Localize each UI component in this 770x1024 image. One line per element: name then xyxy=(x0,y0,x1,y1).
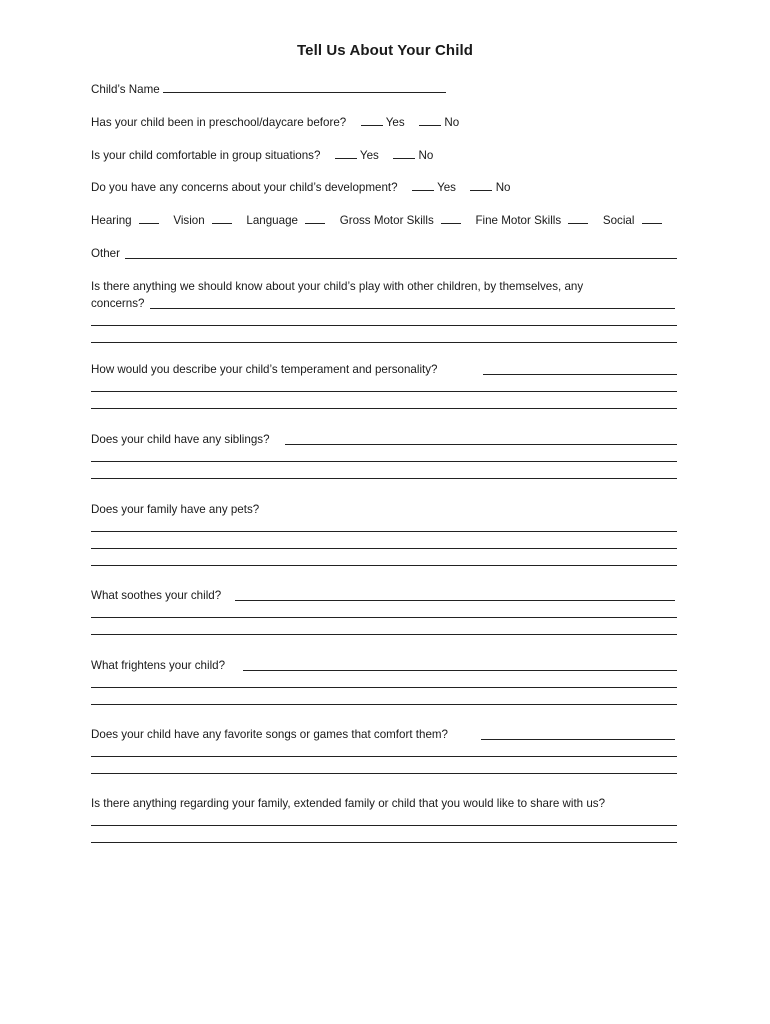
child-name-row xyxy=(91,82,677,97)
pets-answer-line-2[interactable] xyxy=(91,548,677,549)
area-gross-motor-label: Gross Motor Skills xyxy=(339,214,434,227)
development-yes-label: Yes xyxy=(437,181,456,194)
play-question-line2: concerns? xyxy=(91,297,145,310)
area-gross-motor-field[interactable] xyxy=(441,213,461,224)
area-vision-label: Vision xyxy=(173,214,205,227)
frightens-answer-line-1[interactable] xyxy=(243,670,677,671)
preschool-yes-label: Yes xyxy=(385,116,405,129)
group-yes-field[interactable] xyxy=(335,148,357,159)
siblings-answer-line-1[interactable] xyxy=(285,444,677,445)
pets-answer-line-3[interactable] xyxy=(91,565,677,566)
play-question-line1: Is there anything we should know about your child’s play with other children, by themselves, any xyxy=(91,280,584,293)
siblings-question: Does your child have any siblings? xyxy=(91,433,270,446)
siblings-answer-line-2[interactable] xyxy=(91,461,677,462)
pets-answer-line-1[interactable] xyxy=(91,531,677,532)
area-language-label: Language xyxy=(246,214,298,227)
areas-row xyxy=(91,213,677,228)
soothes-answer-line-1[interactable] xyxy=(235,600,675,601)
area-language-field[interactable] xyxy=(305,213,325,224)
preschool-no-label: No xyxy=(444,116,460,129)
area-fine-motor-field[interactable] xyxy=(568,213,588,224)
temperament-answer-line-1[interactable] xyxy=(483,374,677,375)
area-social-label: Social xyxy=(602,214,635,227)
play-answer-line-1[interactable] xyxy=(150,308,675,309)
development-question: Do you have any concerns about your child’s development? xyxy=(91,181,398,194)
preschool-no-field[interactable] xyxy=(419,115,441,126)
songs-answer-line-3[interactable] xyxy=(91,773,677,774)
development-row xyxy=(91,180,677,195)
group-question: Is your child comfortable in group situations? xyxy=(91,149,321,162)
frightens-answer-line-3[interactable] xyxy=(91,704,677,705)
group-no-label: No xyxy=(418,149,434,162)
siblings-answer-line-3[interactable] xyxy=(91,478,677,479)
child-name-field[interactable] xyxy=(163,82,446,93)
other-field[interactable] xyxy=(125,258,677,259)
group-yes-label: Yes xyxy=(359,149,379,162)
temperament-question: How would you describe your child’s temperament and personality? xyxy=(91,363,438,376)
preschool-row xyxy=(91,115,677,130)
soothes-question: What soothes your child? xyxy=(91,589,222,602)
soothes-answer-line-3[interactable] xyxy=(91,634,677,635)
play-answer-line-3[interactable] xyxy=(91,342,677,343)
frightens-answer-line-2[interactable] xyxy=(91,687,677,688)
soothes-answer-line-2[interactable] xyxy=(91,617,677,618)
area-fine-motor-label: Fine Motor Skills xyxy=(475,214,562,227)
form-title: Tell Us About Your Child xyxy=(296,42,473,59)
group-no-field[interactable] xyxy=(393,148,415,159)
share-answer-line-1[interactable] xyxy=(91,825,677,826)
pets-question: Does your family have any pets? xyxy=(91,503,260,516)
play-answer-line-2[interactable] xyxy=(91,325,677,326)
area-vision-field[interactable] xyxy=(212,213,232,224)
songs-question: Does your child have any favorite songs or games that comfort them? xyxy=(91,728,449,741)
preschool-question: Has your child been in preschool/daycare before? xyxy=(91,116,347,129)
child-name-label: Child’s Name xyxy=(91,83,160,96)
area-social-field[interactable] xyxy=(642,213,662,224)
development-no-label: No xyxy=(495,181,511,194)
songs-answer-line-1[interactable] xyxy=(481,739,675,740)
temperament-answer-line-2[interactable] xyxy=(91,391,677,392)
share-answer-line-2[interactable] xyxy=(91,842,677,843)
other-label: Other xyxy=(91,247,120,260)
development-no-field[interactable] xyxy=(470,180,492,191)
preschool-yes-field[interactable] xyxy=(361,115,383,126)
area-hearing-field[interactable] xyxy=(139,213,159,224)
group-row xyxy=(91,148,677,163)
share-question: Is there anything regarding your family, extended family or child that you would like to share with us? xyxy=(91,797,606,810)
temperament-answer-line-3[interactable] xyxy=(91,408,677,409)
area-hearing-label: Hearing xyxy=(91,214,132,227)
songs-answer-line-2[interactable] xyxy=(91,756,677,757)
development-yes-field[interactable] xyxy=(412,180,434,191)
frightens-question: What frightens your child? xyxy=(91,659,226,672)
